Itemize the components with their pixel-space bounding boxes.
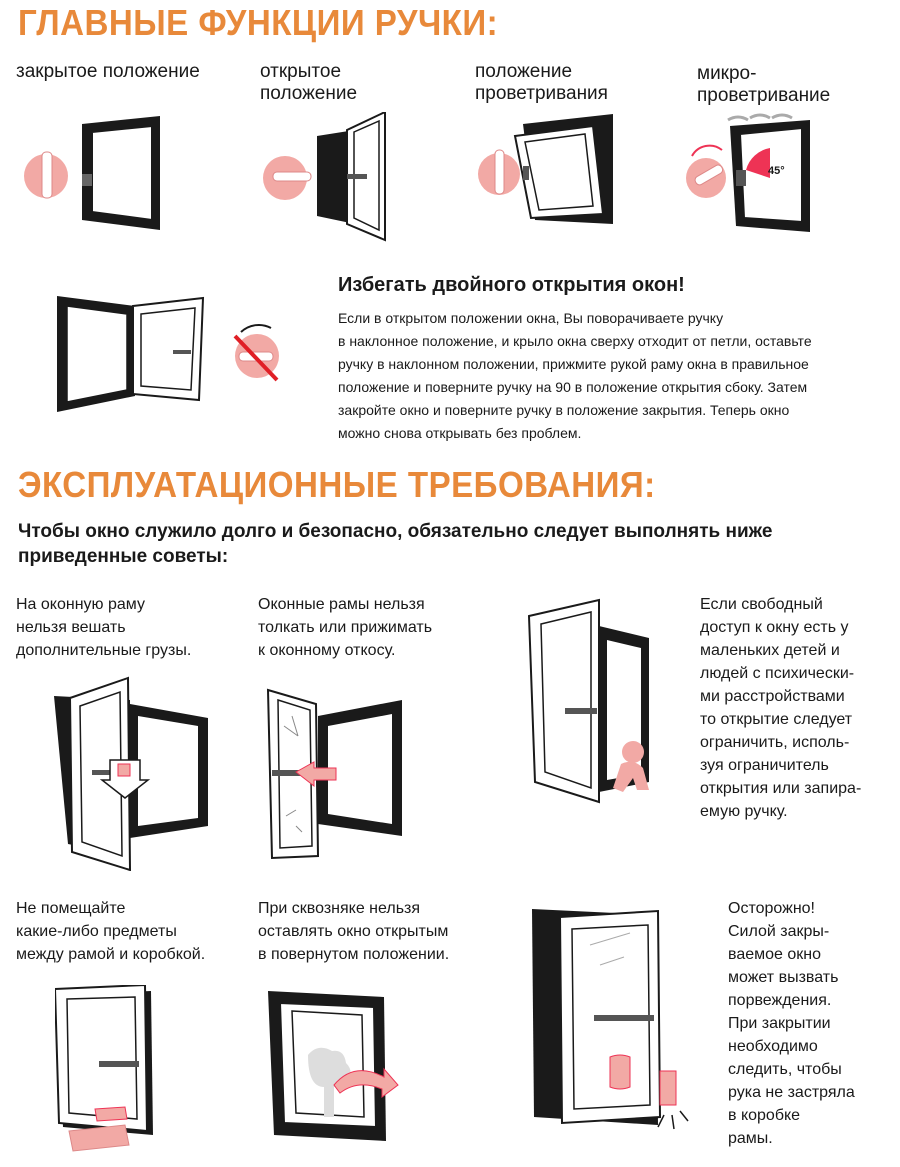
handle-open-icon (263, 156, 311, 200)
object-between-frame-illustration (55, 985, 165, 1155)
open-window-illustration (255, 112, 415, 244)
angle-label: 45° (768, 165, 785, 177)
tip-no-push: Оконные рамы нельзя толкать или прижимать к оконному откосу. (258, 596, 433, 659)
draft-open-window-illustration (268, 985, 408, 1155)
tip-child-safety: Если свободный доступ к окну есть у маленьких детей и людей с психически- ми расстройствами то открытие следует ограничить, исполь- зуя ограничитель открытия или запира- емую ручку. (700, 596, 862, 820)
child-safety-illustration (525, 596, 665, 806)
section-title-handle-functions: ГЛАВНЫЕ ФУНКЦИИ РУЧКИ: (18, 2, 499, 43)
double-opening-illustration (55, 292, 300, 412)
operating-intro: Чтобы окно служило долго и безопасно, обязательно следует выполнять ниже приведенные советы: (18, 521, 773, 567)
closed-window-illustration (20, 112, 170, 232)
handle-micro-icon (686, 146, 726, 198)
tilt-window-illustration (475, 110, 625, 230)
handle-closed-icon (24, 152, 68, 198)
caption-tilt-position: положение проветривания (475, 61, 608, 104)
caption-micro-ventilation: микро- проветривание (697, 63, 831, 106)
tip-no-objects: Не помещайте какие-либо предметы между рамой и коробкой. (16, 900, 206, 963)
caption-closed-position: закрытое положение (16, 61, 200, 82)
section-title-operating-requirements: ЭКСПЛУАТАЦИОННЫЕ ТРЕБОВАНИЯ: (18, 464, 656, 505)
tip-draft: При сквозняке нельзя оставлять окно открытым в повернутом положении. (258, 900, 450, 963)
no-rotate-handle-icon (235, 325, 279, 380)
warning-title: Избегать двойного открытия окон! (338, 274, 685, 296)
warning-body: Если в открытом положении окна, Вы поворачиваете ручку в наклонное положение, и крыло окна сверху отходит от петли, оставьте ручку в наклонном положении, прижмите рукой раму окна в правильное положение и поверните ручку на 90 в положение открытия сбоку. Затем закройте окно и поверните ручку в положение закрытия. Теперь окно можно снова открывать без проблем. (338, 310, 812, 441)
tip-no-loads: На оконную раму нельзя вешать дополнительные грузы. (16, 596, 192, 659)
hand-pinch-illustration (530, 905, 690, 1135)
micro-ventilation-illustration (680, 112, 830, 234)
hanging-load-illustration (52, 676, 212, 871)
caption-open-position: открытое положение (260, 61, 358, 104)
tip-hand-caution: Осторожно! Силой закры- ваемое окно может вызвать порвеждения. При закрытии необходимо следить, чтобы рука не застряла в коробке рамы. (728, 900, 855, 1147)
handle-tilt-icon (478, 150, 520, 195)
pushing-frame-illustration (266, 686, 416, 861)
